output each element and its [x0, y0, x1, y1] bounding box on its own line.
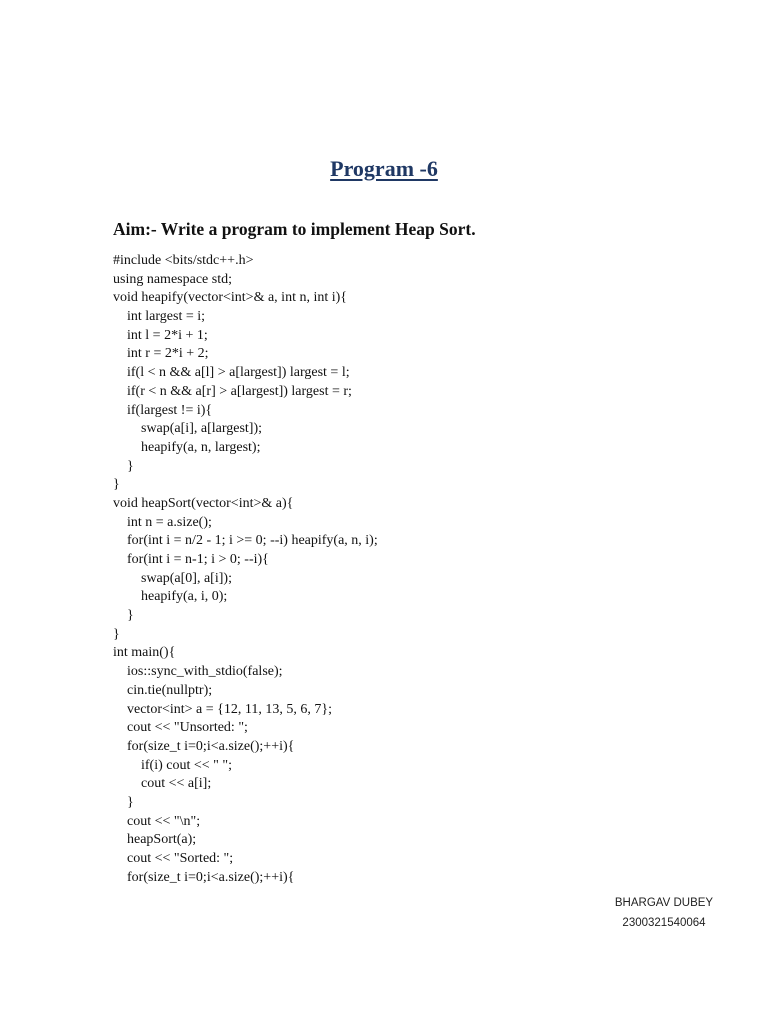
- code-line: if(l < n && a[l] > a[largest]) largest = l;: [113, 365, 350, 381]
- code-line: for(int i = n-1; i > 0; --i){: [113, 552, 269, 567]
- code-line: void heapify(vector<int>& a, int n, int i){: [113, 290, 348, 306]
- code-line: }: [113, 477, 120, 493]
- code-line: }: [113, 458, 134, 474]
- code-line: int r = 2*i + 2;: [113, 346, 209, 362]
- author-id: 2300321540064: [622, 917, 706, 929]
- code-line: ios::sync_with_stdio(false);: [113, 664, 283, 680]
- code-line: swap(a[0], a[i]);: [113, 570, 232, 586]
- aim-statement: Aim:- Write a program to implement Heap Sort.: [113, 219, 476, 239]
- code-line: }: [113, 794, 134, 810]
- code-line: for(size_t i=0;i<a.size();++i){: [113, 738, 295, 754]
- code-line: heapify(a, n, largest);: [113, 439, 261, 455]
- code-line: using namespace std;: [113, 271, 232, 287]
- code-line: int n = a.size();: [113, 514, 212, 530]
- code-line: int l = 2*i + 1;: [113, 327, 208, 343]
- author-name: BHARGAV DUBEY: [614, 897, 714, 909]
- author-block: [598, 893, 730, 933]
- code-line: heapSort(a);: [113, 832, 197, 848]
- code-line: swap(a[i], a[largest]);: [113, 421, 263, 437]
- code-line: if(r < n && a[r] > a[largest]) largest = r;: [113, 383, 352, 399]
- code-line: if(i) cout << " ";: [113, 757, 232, 773]
- code-line: heapify(a, i, 0);: [113, 589, 228, 605]
- code-line: for(size_t i=0;i<a.size();++i){: [113, 869, 295, 885]
- code-line: void heapSort(vector<int>& a){: [113, 495, 294, 511]
- page-title: Program -6: [330, 156, 438, 181]
- code-line: cout << "Sorted: ";: [113, 851, 234, 866]
- code-line: for(int i = n/2 - 1; i >= 0; --i) heapify(a, n, i);: [113, 533, 378, 549]
- code-line: int largest = i;: [113, 309, 206, 325]
- code-listing: [113, 252, 378, 887]
- code-line: vector<int> a = {12, 11, 13, 5, 6, 7};: [113, 701, 332, 717]
- code-line: if(largest != i){: [113, 402, 213, 418]
- code-line: cin.tie(nullptr);: [113, 682, 213, 698]
- code-line: cout << "Unsorted: ";: [113, 720, 248, 736]
- code-line: }: [113, 608, 134, 624]
- code-line: }: [113, 626, 120, 642]
- code-line: cout << "\n";: [113, 813, 201, 829]
- code-line: #include <bits/stdc++.h>: [113, 253, 254, 268]
- code-line: cout << a[i];: [113, 776, 212, 792]
- code-line: int main(){: [113, 645, 176, 661]
